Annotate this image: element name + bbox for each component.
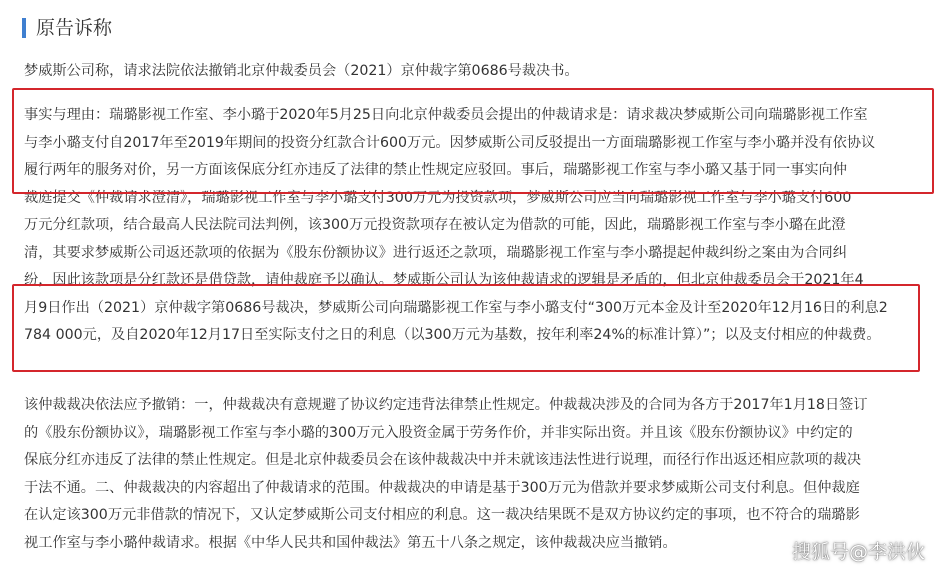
facts-line: 与李小璐支付自2017年至2019年期间的投资分红款合计600万元。因梦威斯公司反驳提出一方面瑞璐影视工作室与李小璐并没有依协议 (24, 134, 876, 151)
grounds-line: 的《股东份额协议》，瑞璐影视工作室与李小璐的300万元入股资金属于劳务作价，并非实际出资。并且该《股东份额协议》中约定的 (24, 424, 853, 441)
grounds-line: 在认定该300万元非借款的情况下，又认定梦威斯公司支付相应的利息。这一裁决结果既不是双方协议约定的事项，也不符合的瑞璐影 (24, 507, 860, 523)
facts-line: 万元分红款项，结合最高人民法院司法判例，该300万元投资款项存在被认定为借款的可能，因此，瑞璐影视工作室与李小璐在此澄 (24, 217, 846, 233)
facts-line: 清，其要求梦威斯公司返还款项的依据为《股东份额协议》进行返还之款项，瑞璐影视工作室与李小璐提起仲裁纠纷之案由为合同纠 (24, 244, 847, 261)
watermark: 搜狐号@李洪伙 (791, 541, 925, 563)
facts-line: 纷，因此该款项是分红款还是借贷款，请仲裁庭予以确认。梦威斯公司认为该仲裁请求的逻辑是矛盾的，但北京仲裁委员会于2021年4 (24, 272, 864, 288)
facts-line: 事实与理由：瑞璐影视工作室、李小璐于2020年5月25日向北京仲裁委员会提出的仲裁请求是：请求裁决梦威斯公司向瑞璐影视工作室 (24, 107, 868, 123)
grounds-line: 保底分红亦违反了法律的禁止性规定。但是北京仲裁委员会在该仲裁裁决中并未就该违法性进行说理，而径行作出返还相应款项的裁决 (24, 452, 862, 468)
grounds-line: 于法不通。二、仲裁裁决的内容超出了仲裁请求的范围。仲裁裁决的申请是基于300万元为借款并要求梦威斯公司支付利息。但仲裁庭 (24, 479, 860, 496)
grounds-line: 该仲裁裁决依法应予撤销：一，仲裁裁决有意规避了协议约定违背法律禁止性规定。仲裁裁决涉及的合同为各方于2017年1月18日签订 (24, 397, 868, 413)
section-title: 原告诉称 (36, 17, 113, 39)
facts-line: 784 000元，及自2020年12月17日至实际支付之日的利息（以300万元为基数，按年利率24%的标准计算）”；以及支付相应的仲裁费。 (24, 327, 881, 343)
grounds-line: 视工作室与李小璐仲裁请求。根据《中华人民共和国仲裁法》第五十八条之规定，该仲裁裁决应当撤销。 (24, 534, 677, 551)
intro-paragraph: 梦威斯公司称，请求法院依法撤销北京仲裁委员会（2021）京仲裁字第0686号裁决书。 (24, 63, 579, 79)
section-title-marker (22, 18, 26, 38)
facts-line: 履行两年的服务对价，另一方面该保底分红亦违反了法律的禁止性规定应驳回。事后，瑞璐影视工作室与李小璐又基于同一事实向仲 (24, 162, 847, 178)
grounds-paragraph (24, 392, 924, 557)
facts-line: 裁庭提交《仲裁请求澄清》，瑞璐影视工作室与李小璐支付300万元为投资款项，梦威斯公司应当向瑞璐影视工作室与李小璐支付600 (24, 189, 852, 206)
facts-line: 月9日作出（2021）京仲裁字第0686号裁决，梦威斯公司向瑞璐影视工作室与李小璐支付“300万元本金及计至2020年12月16日的利息2 (24, 299, 888, 316)
facts-paragraph (24, 102, 924, 350)
